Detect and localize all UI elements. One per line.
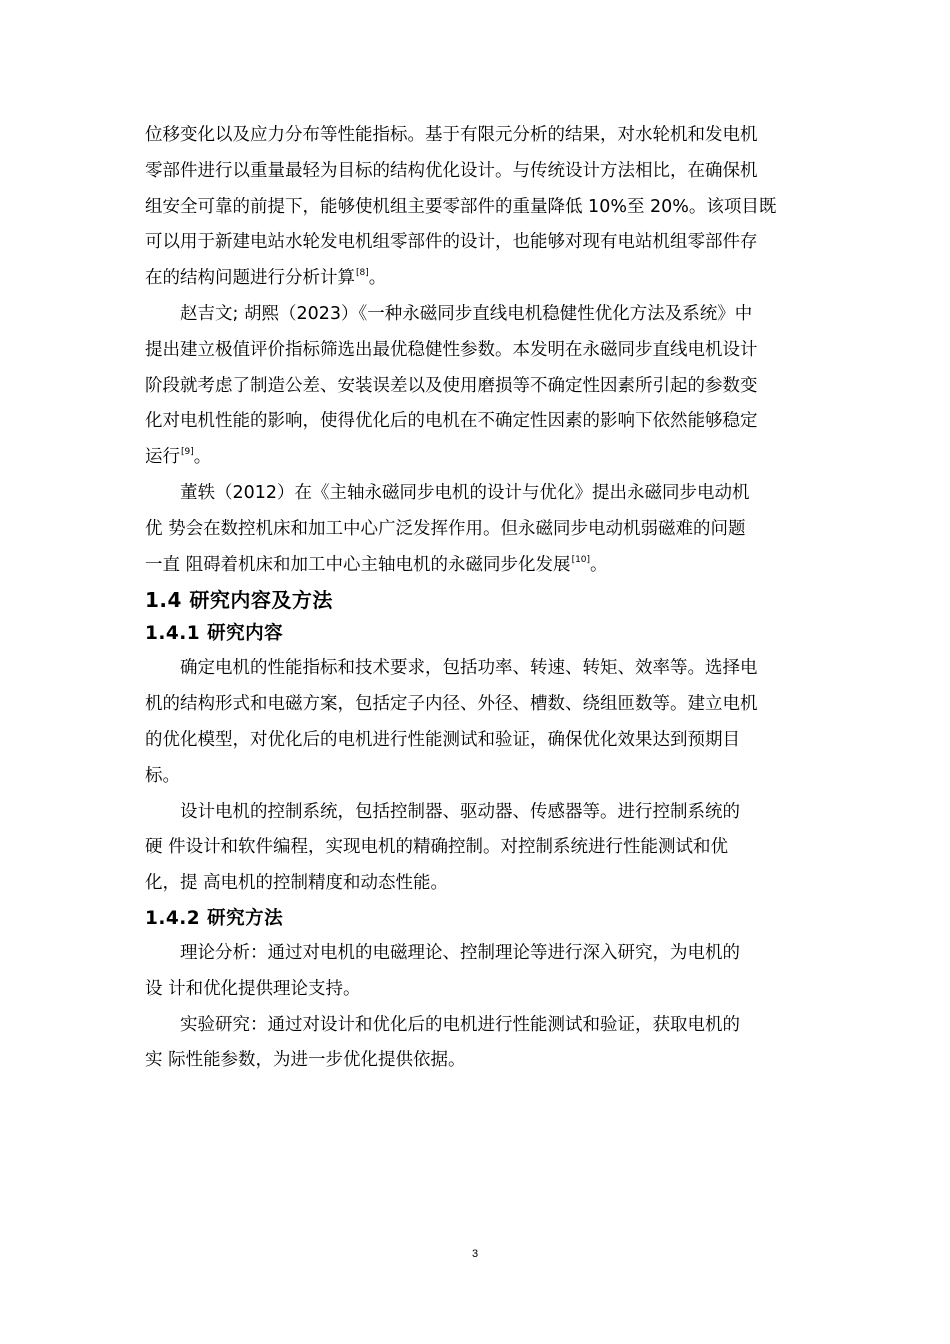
- subsection-heading: 1.4.1 研究内容: [145, 623, 284, 645]
- text-line: 的优化模型，对优化后的电机进行性能测试和验证，确保优化效果达到预期目: [145, 729, 740, 750]
- text-line: 组安全可靠的前提下，能够使机组主要零部件的重量降低 10%至 20%。该项目既: [145, 196, 777, 217]
- text-line: 化，提 高电机的控制精度和动态性能。: [145, 873, 449, 894]
- text-line: 零部件进行以重量最轻为目标的结构优化设计。与传统设计方法相比，在确保机: [145, 160, 758, 181]
- text-fragment: 。: [590, 554, 608, 575]
- page-number: 3: [471, 1248, 479, 1260]
- citation-ref: [10]: [571, 554, 591, 565]
- text-line: 位移变化以及应力分布等性能指标。基于有限元分析的结果，对水轮机和发电机: [145, 125, 758, 145]
- text-line: 实 际性能参数，为进一步优化提供依据。: [145, 1050, 466, 1071]
- text-line: 提出建立极值评价指标筛选出最优稳健性参数。本发明在永磁同步直线电机设计: [145, 339, 758, 360]
- body-paragraph: [145, 1008, 810, 1080]
- text-line: 确定电机的性能指标和技术要求，包括功率、转速、转矩、效率等。选择电: [180, 658, 758, 679]
- text-line: 阶段就考虑了制造公差、安装误差以及使用磨损等不确定性因素所引起的参数变: [145, 375, 758, 396]
- text-line: [145, 548, 810, 584]
- body-paragraph: [145, 297, 810, 476]
- text-line: 硬 件设计和软件编程，实现电机的精确控制。对控制系统进行性能测试和优: [145, 837, 729, 858]
- text-line: [145, 440, 810, 476]
- body-paragraph: [145, 118, 810, 297]
- body-paragraph: [145, 476, 810, 583]
- body-paragraph: [145, 936, 810, 1008]
- citation-ref: [9]: [181, 447, 194, 458]
- body-paragraph: [145, 795, 810, 902]
- text-line: 赵吉文; 胡熙（2023）《一种永磁同步直线电机稳健性优化方法及系统》中: [180, 303, 753, 324]
- text-fragment: 一直 阻碍着机床和加工中心主轴电机的永磁同步化发展: [145, 554, 571, 575]
- text-fragment: 。: [193, 447, 212, 468]
- section-heading: 1.4 研究内容及方法: [145, 588, 333, 613]
- text-line: 董轶（2012）在《主轴永磁同步电机的设计与优化》提出永磁同步电动机: [180, 482, 750, 503]
- page-content: [145, 118, 810, 1079]
- subsection-heading: 1.4.2 研究方法: [145, 907, 284, 929]
- text-line: 理论分析：通过对电机的电磁理论、控制理论等进行深入研究，为电机的: [180, 942, 740, 963]
- body-paragraph: [145, 651, 810, 794]
- text-line: 设 计和优化提供理论支持。: [145, 978, 361, 999]
- text-line: 化对电机性能的影响，使得优化后的电机在不确定性因素的影响下依然能够稳定: [145, 411, 758, 432]
- text-line: 标。: [145, 765, 180, 786]
- text-line: 优 势会在数控机床和加工中心广泛发挥作用。但永磁同步电动机弱磁难的问题: [145, 518, 746, 539]
- text-line: 实验研究：通过对设计和优化后的电机进行性能测试和验证，获取电机的: [180, 1014, 740, 1035]
- text-line: 机的结构形式和电磁方案，包括定子内径、外径、槽数、绕组匝数等。建立电机: [145, 694, 758, 715]
- text-fragment: 在的结构问题进行分析计算: [145, 268, 355, 289]
- text-line: [145, 261, 810, 297]
- text-fragment: 运行: [145, 447, 180, 468]
- text-fragment: 。: [368, 268, 387, 289]
- text-line: 设计电机的控制系统，包括控制器、驱动器、传感器等。进行控制系统的: [180, 801, 740, 822]
- citation-ref: [8]: [356, 268, 369, 279]
- text-line: 可以用于新建电站水轮发电机组零部件的设计，也能够对现有电站机组零部件存: [145, 232, 758, 253]
